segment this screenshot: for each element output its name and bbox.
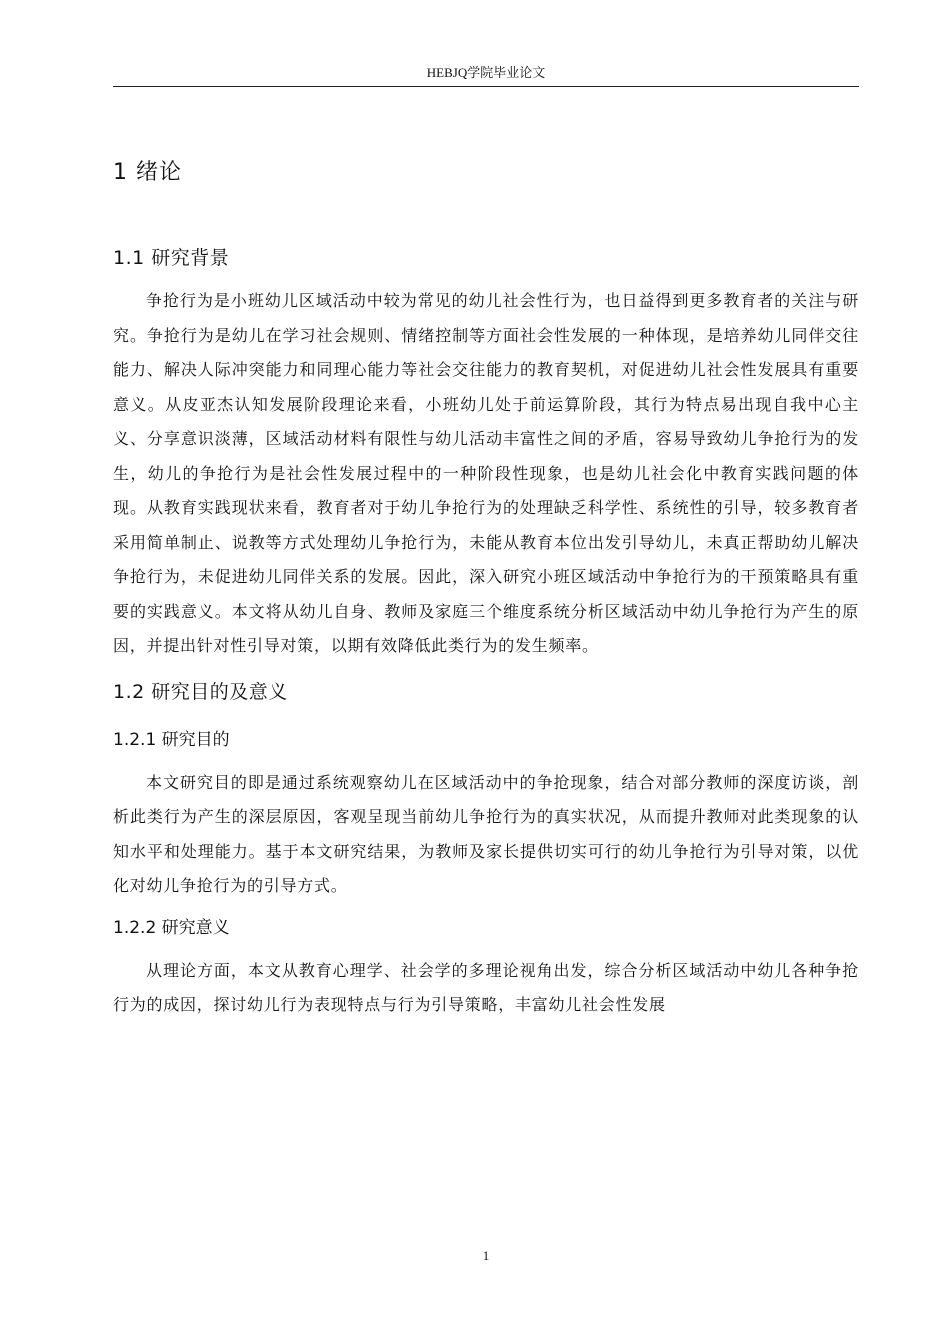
header-divider bbox=[113, 86, 859, 87]
chapter-title: 1 绪论 bbox=[113, 160, 182, 185]
spacer bbox=[113, 664, 859, 672]
spacer bbox=[113, 712, 859, 722]
paragraph-significance: 从理论方面，本文从教育心理学、社会学的多理论视角出发，综合分析区域活动中幼儿各种争抢行为的成因，探讨幼儿行为表现特点与行为引导策略，丰富幼儿社会性发展 bbox=[113, 960, 859, 1014]
spacer bbox=[113, 758, 859, 766]
page-body bbox=[113, 150, 859, 1023]
section-title-background: 1.1 研究背景 bbox=[113, 247, 230, 269]
paragraph-background: 争抢行为是小班幼儿区域活动中较为常见的幼儿社会性行为，也日益得到更多教育者的关注与研究。争抢行为是幼儿在学习社会规则、情绪控制等方面社会性发展的一种体现，是培养幼儿同伴交往能力、解决人际冲突能力和同理心能力等社会交往能力的教育契机，对促进幼儿社会性发展具有重要意义。从皮亚杰认知发展阶段理论来看，小班幼儿处于前运算阶段，其行为特点易出现自我中心主义、分享意识淡薄，区域活动材料有限性与幼儿活动丰富性之间的矛盾，容易导致幼儿争抢行为的发生，幼儿的争抢行为是社会性发展过程中的一种阶段性现象，也是幼儿社会化中教育实践问题的体现。从教育实践现状来看，教育者对于幼儿争抢行为的处理缺乏科学性、系统性的引导，较多教育者采用简单制止、说教等方式处理幼儿争抢行为，未能从教育本位出发引导幼儿，未真正帮助幼儿解决争抢行为，未促进幼儿同伴关系的发展。因此，深入研究小班区域活动中争抢行为的干预策略具有重要的实践意义。本文将从幼儿自身、教师及家庭三个维度系统分析区域活动中幼儿争抢行为产生的原因，并提出针对性引导对策，以期有效降低此类行为的发生频率。 bbox=[113, 291, 859, 655]
paragraph-goal: 本文研究目的即是通过系统观察幼儿在区域活动中的争抢现象，结合对部分教师的深度访谈，剖析此类行为产生的深层原因，客观呈现当前幼儿争抢行为的真实状况，从而提升教师对此类现象的认知水平和处理能力。基于本文研究结果，为教师及家长提供切实可行的幼儿争抢行为引导对策，以优化对幼儿争抢行为的引导方式。 bbox=[113, 772, 859, 895]
running-header: HEBJQ学院毕业论文 bbox=[426, 65, 546, 80]
subsection-title-goal: 1.2.1 研究目的 bbox=[113, 729, 230, 750]
spacer bbox=[113, 946, 859, 954]
subsection-title-significance: 1.2.2 研究意义 bbox=[113, 917, 230, 938]
spacer bbox=[113, 196, 859, 238]
page-number: 1 bbox=[482, 1248, 490, 1263]
section-title-purpose: 1.2 研究目的及意义 bbox=[113, 680, 288, 703]
